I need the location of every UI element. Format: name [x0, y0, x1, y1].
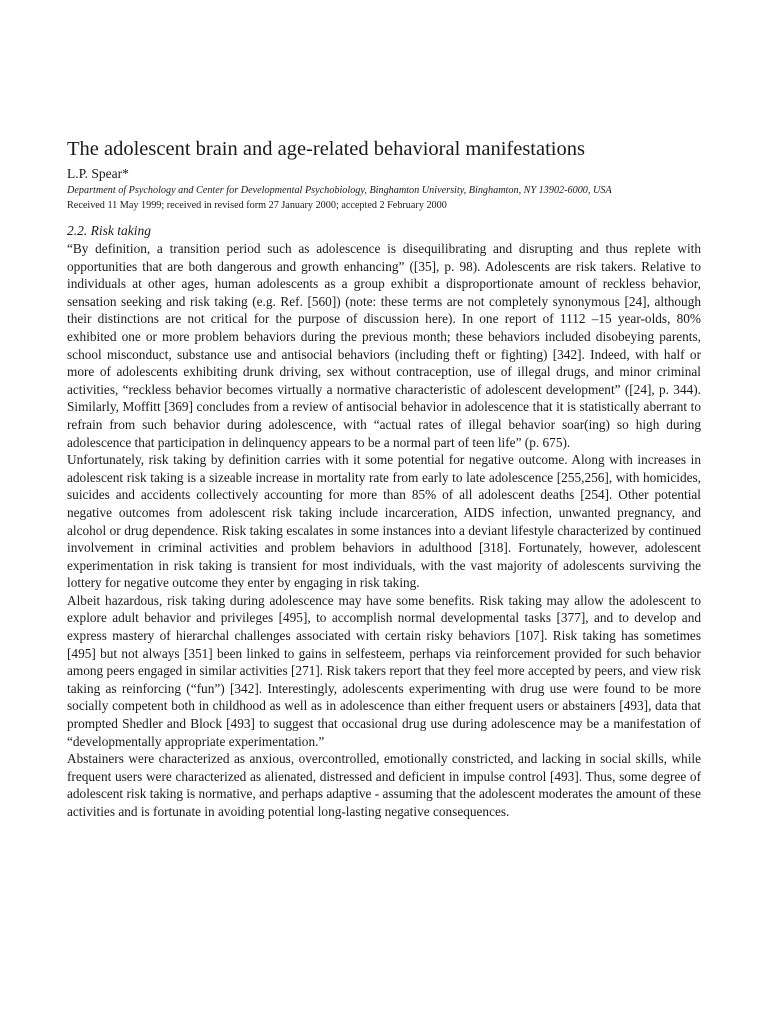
body-paragraph-3: Albeit hazardous, risk taking during adolescence may have some benefits. Risk taking may allow the adolescent to explore adult behavior and privileges [495], to accomplish normal developmental tasks [377], and to develop and express mastery of hierarchal challenges associated with certain risky behaviors [107]. Risk taking has sometimes [495] but not always [351] been linked to gains in selfesteem, perhaps via reinforcement provided for such behavior among peers engaged in similar activities [271]. Risk takers report that they feel more accepted by peers, and view risk taking as reinforcing (“fun”) [342]. Interestingly, adolescents experimenting with drug use were found to be more socially competent both in childhood as well as in adolescence than either frequent users or abstainers [493], data that prompted Shedler and Block [493] to suggest that occasional drug use during adolescence may be a manifestation of “developmentally appropriate experimentation.”	[67, 592, 701, 749]
body-paragraph-2: Unfortunately, risk taking by definition carries with it some potential for negative outcome. Along with increases in adolescent risk taking is a sizeable increase in mortality rate from early to late adolescence [255,256], with homicides, suicides and accidents collectively accounting for more than 85% of all adolescent deaths [254]. Other potential negative outcomes from adolescent risk taking include incarceration, AIDS infection, unwanted pregnancy, and alcohol or drug dependence. Risk taking escalates in some instances into a deviant lifestyle characterized by continued involvement in criminal activities and problem behaviors in adulthood [318]. Fortunately, however, adolescent experimentation in risk taking is transient for most individuals, with the vast majority of adolescents surviving the lottery for negative outcome they enter by engaging in risk taking.	[67, 452, 701, 591]
section-heading: 2.2. Risk taking	[67, 223, 151, 238]
body-paragraph-4: Abstainers were characterized as anxious, overcontrolled, emotionally constricted, and lacking in social skills, while frequent users were characterized as alienated, distressed and deficient in impulse control [493]. Thus, some degree of adolescent risk taking is normative, and perhaps adaptive - assuming that the adolescent moderates the amount of these activities and is fortunate in avoiding potential long-lasting negative consequences.	[67, 751, 701, 819]
paper-title: The adolescent brain and age-related behavioral manifestations	[67, 138, 585, 160]
paper-page	[67, 136, 701, 821]
publication-dates: Received 11 May 1999; received in revised form 27 January 2000; accepted 2 February 2000	[67, 200, 447, 211]
author-affiliation: Department of Psychology and Center for Developmental Psychobiology, Binghamton University, Binghamton, NY 13902-6000, USA	[67, 185, 612, 196]
body-paragraph-1: “By definition, a transition period such as adolescence is disequilibrating and disrupting and thus replete with opportunities that are both dangerous and growth enhancing” ([35], p. 98). Adolescents are risk takers. Relative to individuals at other ages, human adolescents as a group exhibit a disproportionate amount of reckless behavior, sensation seeking and risk taking (e.g. Ref. [560]) (note: these terms are not completely synonymous [24], although their distinctions are not critical for the purpose of discussion here). In one report of 1112 –15 year-olds, 80% exhibited one or more problem behaviors during the previous month; these behaviors included disobeying parents, school misconduct, substance use and antisocial behaviors (including theft or fighting) [342]. Indeed, with half or more of adolescents exhibiting drunk driving, sex without contraception, use of illegal drugs, and minor criminal activities, “reckless behavior becomes virtually a normative characteristic of adolescent development” ([24], p. 344). Similarly, Moffitt [369] concludes from a review of antisocial behavior in adolescence that it is statistically aberrant to refrain from such behavior during adolescence, with “actual rates of illegal behavior soar(ing) so high during adolescence that participation in delinquency appears to be a normal part of teen life” (p. 675).	[67, 241, 701, 450]
paper-author: L.P. Spear*	[67, 166, 129, 181]
